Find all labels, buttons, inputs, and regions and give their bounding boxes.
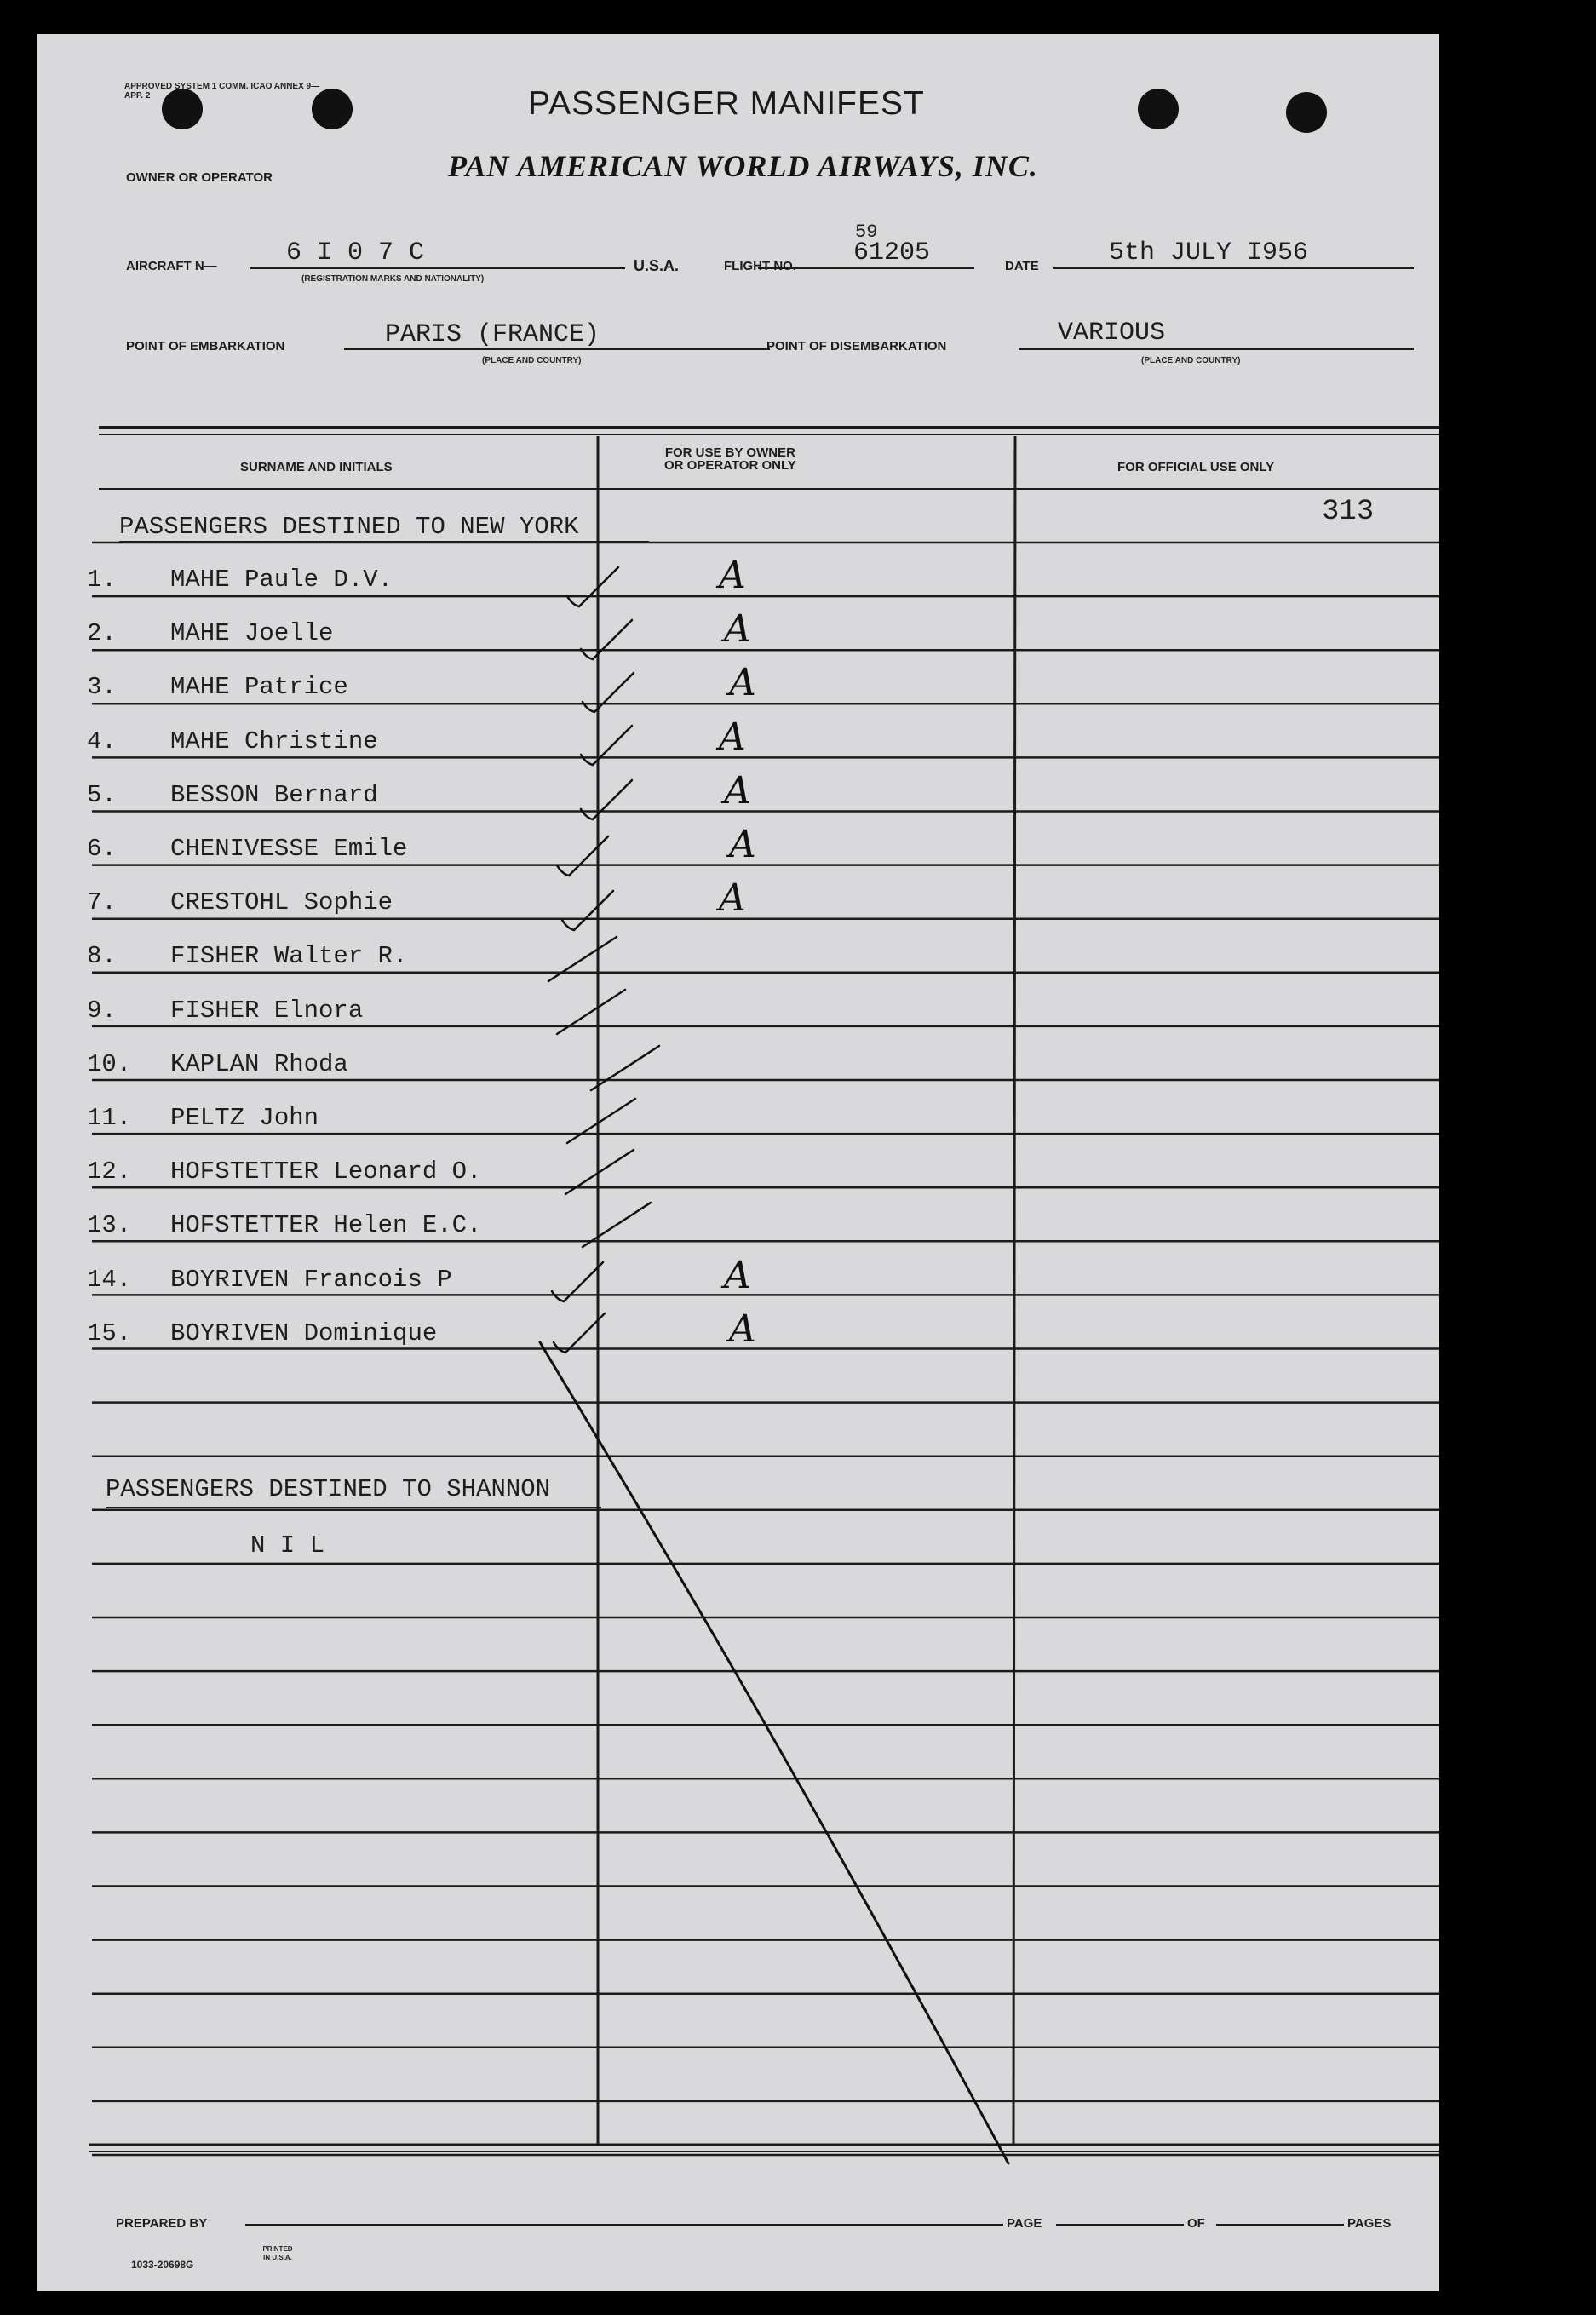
passenger-name: HOFSTETTER Helen E.C. (170, 1211, 482, 1240)
passenger-number: 3. (87, 673, 117, 702)
col-surname-header: SURNAME AND INITIALS (240, 460, 393, 474)
passenger-number: 15. (87, 1318, 132, 1347)
section-new-york: PASSENGERS DESTINED TO NEW YORK (119, 513, 579, 541)
page-label: PAGE (1007, 2216, 1042, 2231)
disembarkation-label: POINT OF DISEMBARKATION (766, 339, 947, 353)
passenger-number: 2. (87, 619, 117, 648)
passenger-number: 13. (87, 1211, 132, 1240)
operator-mark: A (729, 1307, 756, 1351)
passenger-number: 11. (87, 1104, 132, 1132)
passenger-number: 9. (87, 996, 117, 1025)
passenger-name: MAHE Joelle (170, 619, 334, 648)
embarkation-label: POINT OF EMBARKATION (126, 339, 285, 353)
strike-through-line (540, 1342, 1008, 2163)
check-mark (583, 673, 634, 712)
check-mark (548, 937, 617, 981)
passenger-name: KAPLAN Rhoda (170, 1049, 348, 1078)
aircraft-label: AIRCRAFT N— (126, 259, 217, 273)
passenger-name: BESSON Bernard (170, 780, 378, 809)
check-mark (567, 567, 618, 606)
operator-mark: A (724, 607, 751, 652)
col-official-header: FOR OFFICIAL USE ONLY (1117, 460, 1275, 474)
date-value: 5th JULY I956 (1109, 238, 1309, 267)
check-mark (581, 726, 632, 765)
form-title: PASSENGER MANIFEST (528, 85, 925, 122)
check-mark (581, 620, 632, 659)
official-number: 313 (1322, 496, 1375, 528)
form-lines (37, 34, 1439, 2291)
passenger-number: 4. (87, 727, 117, 755)
of-label: OF (1187, 2216, 1205, 2231)
operator-mark: A (719, 715, 746, 759)
passenger-name: FISHER Elnora (170, 996, 364, 1025)
passenger-name: BOYRIVEN Francois P (170, 1265, 452, 1294)
col-owner-header-line-2: OR OPERATOR ONLY (664, 458, 796, 473)
passenger-name: CHENIVESSE Emile (170, 835, 408, 863)
passenger-number: 8. (87, 942, 117, 971)
airline-name: PAN AMERICAN WORLD AIRWAYS, INC. (448, 149, 1038, 183)
operator-mark: A (724, 768, 751, 813)
manifest-sheet (37, 34, 1439, 2291)
disembarkation-value: VARIOUS (1058, 319, 1166, 348)
section-shannon: PASSENGERS DESTINED TO SHANNON (106, 1475, 551, 1503)
shannon-value: N I L (250, 1531, 325, 1560)
passenger-name: MAHE Patrice (170, 673, 348, 702)
col-owner-header-line-1: FOR USE BY OWNER (664, 445, 795, 460)
passenger-name: BOYRIVEN Dominique (170, 1318, 438, 1347)
passenger-number: 14. (87, 1265, 132, 1294)
check-mark (581, 780, 632, 819)
registration-note: (REGISTRATION MARKS AND NATIONALITY) (301, 274, 485, 284)
passenger-number: 5. (87, 780, 117, 809)
passenger-name: FISHER Walter R. (170, 942, 408, 971)
check-mark (562, 891, 613, 930)
check-mark (557, 990, 625, 1034)
operator-mark: A (729, 661, 756, 705)
passenger-name: CRESTOHL Sophie (170, 888, 393, 917)
passenger-name: HOFSTETTER Leonard O. (170, 1158, 482, 1186)
printed-note: PRINTED IN U.S.A. (262, 2245, 293, 2261)
place-note: (PLACE AND COUNTRY) (1141, 356, 1241, 365)
date-label: DATE (1005, 259, 1039, 273)
operator-mark: A (729, 823, 756, 866)
passenger-name: MAHE Paule D.V. (170, 566, 393, 594)
passenger-number: 10. (87, 1049, 132, 1078)
passenger-number: 6. (87, 835, 117, 863)
check-mark (591, 1046, 659, 1090)
flight-value: 61205 (853, 238, 931, 267)
aircraft-value: 6 I 0 7 C (286, 238, 425, 267)
passenger-name: MAHE Christine (170, 727, 378, 755)
owner-label: OWNER OR OPERATOR (126, 170, 273, 185)
approval-note: APPROVED SYSTEM 1 COMM. ICAO ANNEX 9—APP. 2 (124, 82, 320, 101)
usa-label: U.S.A. (634, 257, 680, 274)
check-mark (557, 836, 608, 876)
embarkation-value: PARIS (FRANCE) (385, 320, 600, 349)
form-number: 1033-20698G (131, 2259, 194, 2271)
passenger-name: PELTZ John (170, 1104, 319, 1132)
pages-label: PAGES (1347, 2216, 1392, 2231)
passenger-number: 1. (87, 566, 117, 594)
check-mark (567, 1099, 635, 1143)
flight-correction: 59 (855, 221, 878, 243)
operator-mark: A (719, 554, 746, 597)
place-note: (PLACE AND COUNTRY) (482, 356, 582, 365)
prepared-label: PREPARED BY (116, 2216, 208, 2231)
passenger-number: 7. (87, 888, 117, 917)
operator-mark: A (724, 1253, 751, 1297)
column-divider (1013, 436, 1015, 2145)
flight-label: FLIGHT NO. (724, 259, 796, 273)
passenger-number: 12. (87, 1158, 132, 1186)
operator-mark: A (719, 876, 746, 921)
